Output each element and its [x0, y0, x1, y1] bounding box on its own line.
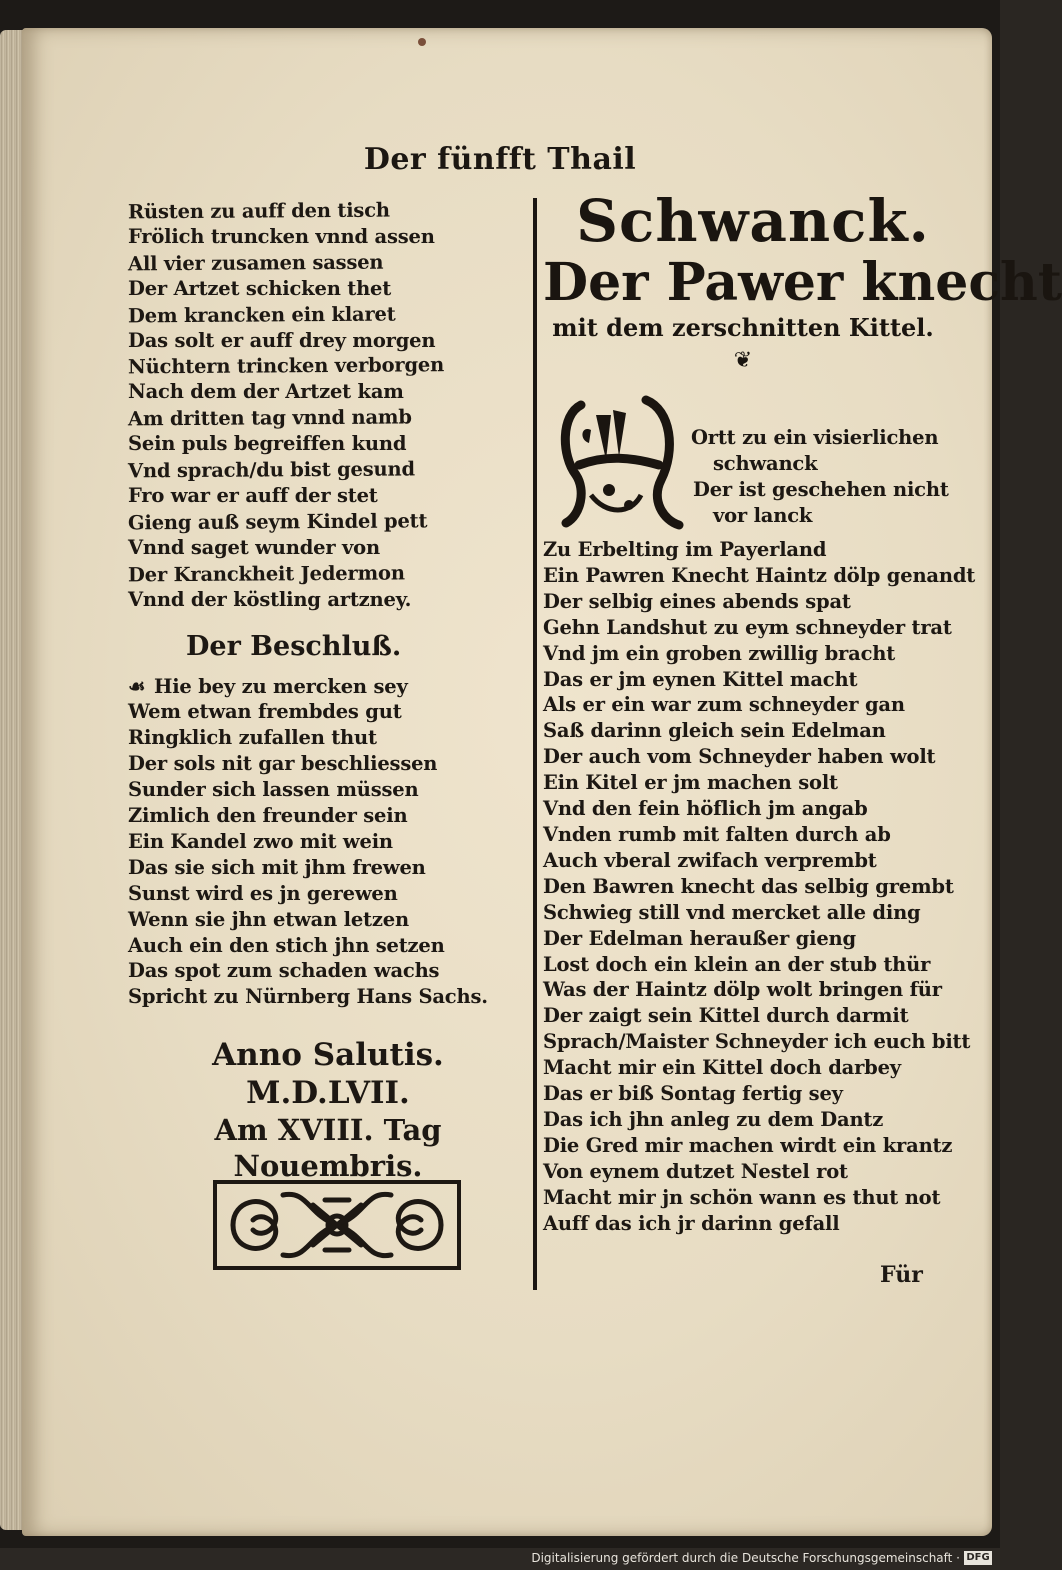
- verse-line: Wenn sie jhn etwan letzen: [128, 907, 409, 931]
- running-header: Der fünfft Thail: [363, 142, 637, 177]
- verse-line: Vnd jm ein groben zwillig bracht: [543, 641, 896, 665]
- verse-line: Dem krancken ein klaret: [127, 302, 396, 328]
- verse-line: Der selbig eines abends spat: [543, 589, 851, 613]
- left-verse-bottom: [128, 674, 528, 1011]
- colophon-line: Nouembris.: [233, 1149, 423, 1184]
- verse-line: Das er jm eynen Kittel macht: [543, 667, 858, 691]
- verse-line: Was der Haintz dölp wolt bringen für: [543, 978, 942, 1002]
- verse-line: Vnd sprach/du bist gesund: [127, 457, 415, 483]
- initial-verse: [691, 425, 961, 529]
- verse-line: Sprach/Maister Schneyder ich euch bitt: [543, 1030, 971, 1054]
- initial-block: [543, 395, 963, 537]
- verse-line: Sunder sich lassen müssen: [128, 778, 419, 802]
- right-verse: [543, 537, 976, 1236]
- verse-line: Rüsten zu auff den tisch: [127, 198, 390, 224]
- verse-line: Der Kranckheit Jedermon: [127, 561, 405, 587]
- verse-text: Hie bey zu mercken sey: [154, 674, 408, 698]
- verse-line: Macht mir ein Kittel doch darbey: [543, 1056, 901, 1080]
- verse-line: Der ist geschehen nicht: [693, 477, 949, 501]
- verse-line: Schwieg still vnd mercket alle ding: [543, 900, 921, 924]
- verse-line: Gehn Landshut zu eym schneyder trat: [543, 615, 952, 639]
- verse-line: Sein puls begreiffen kund: [128, 432, 407, 456]
- verse-line: Zu Erbelting im Payerland: [543, 538, 827, 561]
- verse-line: Wem etwan frembdes gut: [128, 700, 402, 724]
- verse-line: Der sols nit gar beschliessen: [128, 752, 438, 776]
- verse-line: Das ich jhn anleg zu dem Dantz: [543, 1107, 884, 1131]
- verse-line: Das solt er auff drey morgen: [128, 328, 436, 352]
- verse-line: Vnnd saget wunder von: [128, 535, 380, 559]
- verse-line: Nüchtern trincken verborgen: [127, 353, 445, 379]
- colophon-line: Anno Salutis. M.D.LVII.: [212, 1037, 444, 1112]
- verse-line: Vnden rumb mit falten durch ab: [543, 822, 891, 846]
- verse-line: Vnd den fein höflich jm angab: [543, 797, 868, 821]
- verse-line: Zimlich den freunder sein: [128, 804, 408, 828]
- footer-credit: Digitalisierung gefördert durch die Deutsche Forschungsgemeinschaft ·: [531, 1551, 960, 1565]
- catchword: Für: [880, 1262, 923, 1288]
- verse-line: Ringklich zufallen thut: [128, 726, 377, 750]
- ink-spot: [418, 38, 426, 46]
- verse-line: Auch vberal zwifach verprembt: [543, 848, 877, 872]
- verse-line: Der zaigt sein Kittel durch darmit: [543, 1004, 909, 1028]
- verse-line: Saß darinn gleich sein Edelman: [543, 719, 886, 743]
- verse-line: Fro war er auff der stet: [128, 483, 378, 507]
- verse-line: Auff das ich jr darinn gefall: [543, 1211, 840, 1235]
- verse-line: Das spot zum schaden wachs: [128, 959, 440, 983]
- verse-line: Macht mir jn schön wann es thut not: [543, 1185, 941, 1209]
- verse-line: Nach dem der Artzet kam: [128, 380, 404, 404]
- dfg-logo: DFG: [964, 1551, 992, 1565]
- left-verse-top: [128, 198, 528, 613]
- verse-line: Am dritten tag vnnd namb: [127, 405, 412, 431]
- verse-line: Ein Pawren Knecht Haintz dölp genandt: [543, 563, 976, 587]
- verse-line: Ortt zu ein visierlichen: [691, 426, 939, 449]
- verse-line: All vier zusamen sassen: [127, 250, 384, 276]
- pilcrow-icon: ☙: [128, 674, 146, 698]
- verse-line: Der auch vom Schneyder haben wolt: [543, 745, 936, 769]
- verse-line: Der Artzet schicken thet: [128, 276, 392, 300]
- poem-title-main: Der Pawer knecht: [543, 252, 1062, 313]
- verse-line: Von eynem dutzet Nestel rot: [543, 1159, 848, 1183]
- verse-line: Spricht zu Nürnberg Hans Sachs.: [128, 985, 488, 1009]
- column-divider: [533, 198, 537, 1290]
- left-column: [128, 198, 528, 1184]
- verse-line: Ein Kandel zwo mit wein: [128, 829, 393, 853]
- section-heading: Der Beschluß.: [186, 630, 402, 662]
- poem-title: Schwanck.: [576, 187, 930, 255]
- verse-line: Sunst wird es jn gerewen: [128, 881, 398, 905]
- verse-line: Vnnd der köstling artzney.: [128, 587, 412, 611]
- verse-line: Ein Kitel er jm machen solt: [543, 771, 838, 795]
- verse-line: Der Edelman heraußer gieng: [543, 926, 856, 950]
- verse-line: Gieng auß seym Kindel pett: [127, 509, 428, 535]
- verse-line: schwanck: [713, 451, 818, 475]
- verse-line: Frölich truncken vnnd assen: [128, 224, 435, 248]
- colophon-line: Am XVIII. Tag: [214, 1113, 442, 1148]
- drop-cap-h-icon: [551, 395, 689, 533]
- fleuron-icon: ❦: [733, 348, 753, 373]
- verse-line: Als er ein war zum schneyder gan: [543, 693, 905, 717]
- knotwork-ornament: [213, 1180, 461, 1270]
- verse-line: Den Bawren knecht das selbig grembt: [543, 874, 954, 898]
- verse-line: Auch ein den stich jhn setzen: [128, 933, 445, 957]
- verse-line: [128, 674, 528, 700]
- right-column: [543, 187, 1062, 1236]
- verse-line: Das sie sich mit jhm frewen: [128, 855, 426, 879]
- verse-line: Die Gred mir machen wirdt ein krantz: [543, 1133, 953, 1157]
- verse-line: Lost doch ein klein an der stub thür: [543, 952, 931, 976]
- poem-subtitle: mit dem zerschnitten Kittel.: [552, 313, 934, 342]
- colophon-date: [128, 1036, 528, 1184]
- verse-line: Das er biß Sontag fertig sey: [543, 1082, 843, 1106]
- verse-line: vor lanck: [713, 503, 813, 527]
